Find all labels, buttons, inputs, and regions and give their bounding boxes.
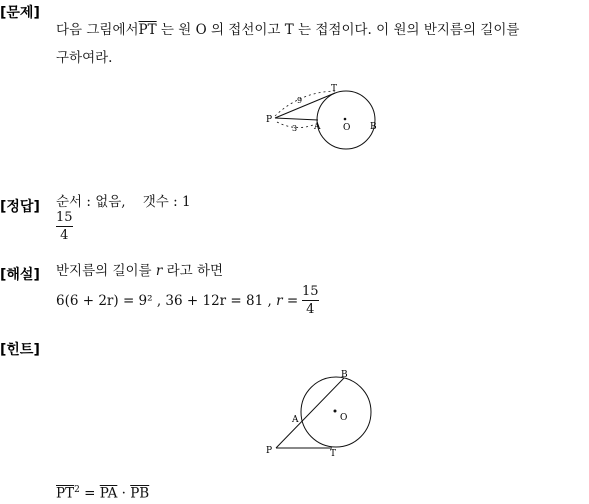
formula-eq: = bbox=[79, 485, 100, 502]
label-o: O bbox=[343, 123, 351, 133]
label-pt-length: 9 bbox=[297, 96, 303, 105]
label-pa-length: 3 bbox=[292, 124, 298, 133]
formula-pt: $\overline{PT}$ bbox=[56, 485, 75, 502]
solution-var-r: r bbox=[155, 263, 163, 279]
hint-heading: [힌트] bbox=[0, 342, 40, 358]
label-a: A bbox=[314, 122, 321, 132]
solution-heading: [해설] bbox=[0, 267, 40, 283]
answer-heading: [정답] bbox=[0, 199, 40, 215]
solution-fraction-bar bbox=[302, 300, 319, 301]
problem-text-suffix: 는 원 O 의 접선이고 T 는 접점이다. 이 원의 반지름의 길이를 bbox=[156, 22, 520, 38]
solution-numerator: 15 bbox=[302, 284, 319, 299]
solution-eq-1: 6(6 + 2r) = 9² , 36 + 12r = 81 , bbox=[56, 293, 277, 309]
segment-pt: $\overline{PT}$ bbox=[138, 22, 157, 38]
formula-exponent: 2 bbox=[74, 485, 80, 495]
solution-equation bbox=[56, 291, 298, 311]
segment-pa-solid bbox=[275, 118, 318, 120]
hint-label-b: B bbox=[341, 370, 348, 380]
solution-text-b: 라고 하면 bbox=[162, 263, 224, 279]
solution-text-a: 반지름의 길이를 bbox=[56, 263, 156, 279]
answer-text: 순서 : 없음, 갯수 : 1 bbox=[56, 194, 191, 210]
hint-formula bbox=[56, 480, 149, 504]
solution-eq-2-lhs: r = bbox=[276, 293, 299, 309]
formula-dot: · bbox=[117, 485, 131, 502]
answer-fraction bbox=[56, 210, 73, 243]
formula-pb: $\overline{PB}$ bbox=[130, 485, 150, 502]
formula-pa: $\overline{PA}$ bbox=[99, 485, 118, 502]
hint-label-a: A bbox=[292, 415, 299, 425]
label-t: T bbox=[331, 84, 338, 94]
problem-text-prefix: 다음 그림에서 bbox=[56, 22, 139, 38]
problem-heading: [문제] bbox=[0, 5, 40, 21]
solution-denominator: 4 bbox=[306, 302, 315, 317]
center-dot bbox=[344, 118, 347, 121]
solution-line-1 bbox=[56, 261, 223, 281]
label-p: P bbox=[266, 115, 273, 125]
answer-fraction-bar bbox=[56, 226, 73, 227]
label-b: B bbox=[370, 122, 377, 132]
hint-label-t: T bbox=[330, 449, 337, 459]
problem-line-2: 구하여라. bbox=[56, 50, 113, 66]
hint-label-p: P bbox=[266, 446, 273, 456]
hint-label-o: O bbox=[340, 413, 348, 423]
circle-o bbox=[317, 91, 375, 149]
answer-denominator: 4 bbox=[60, 228, 69, 243]
length-arc-pt bbox=[275, 91, 335, 116]
hint-center-dot bbox=[334, 410, 337, 413]
solution-fraction bbox=[302, 284, 319, 317]
answer-numerator: 15 bbox=[56, 210, 73, 225]
